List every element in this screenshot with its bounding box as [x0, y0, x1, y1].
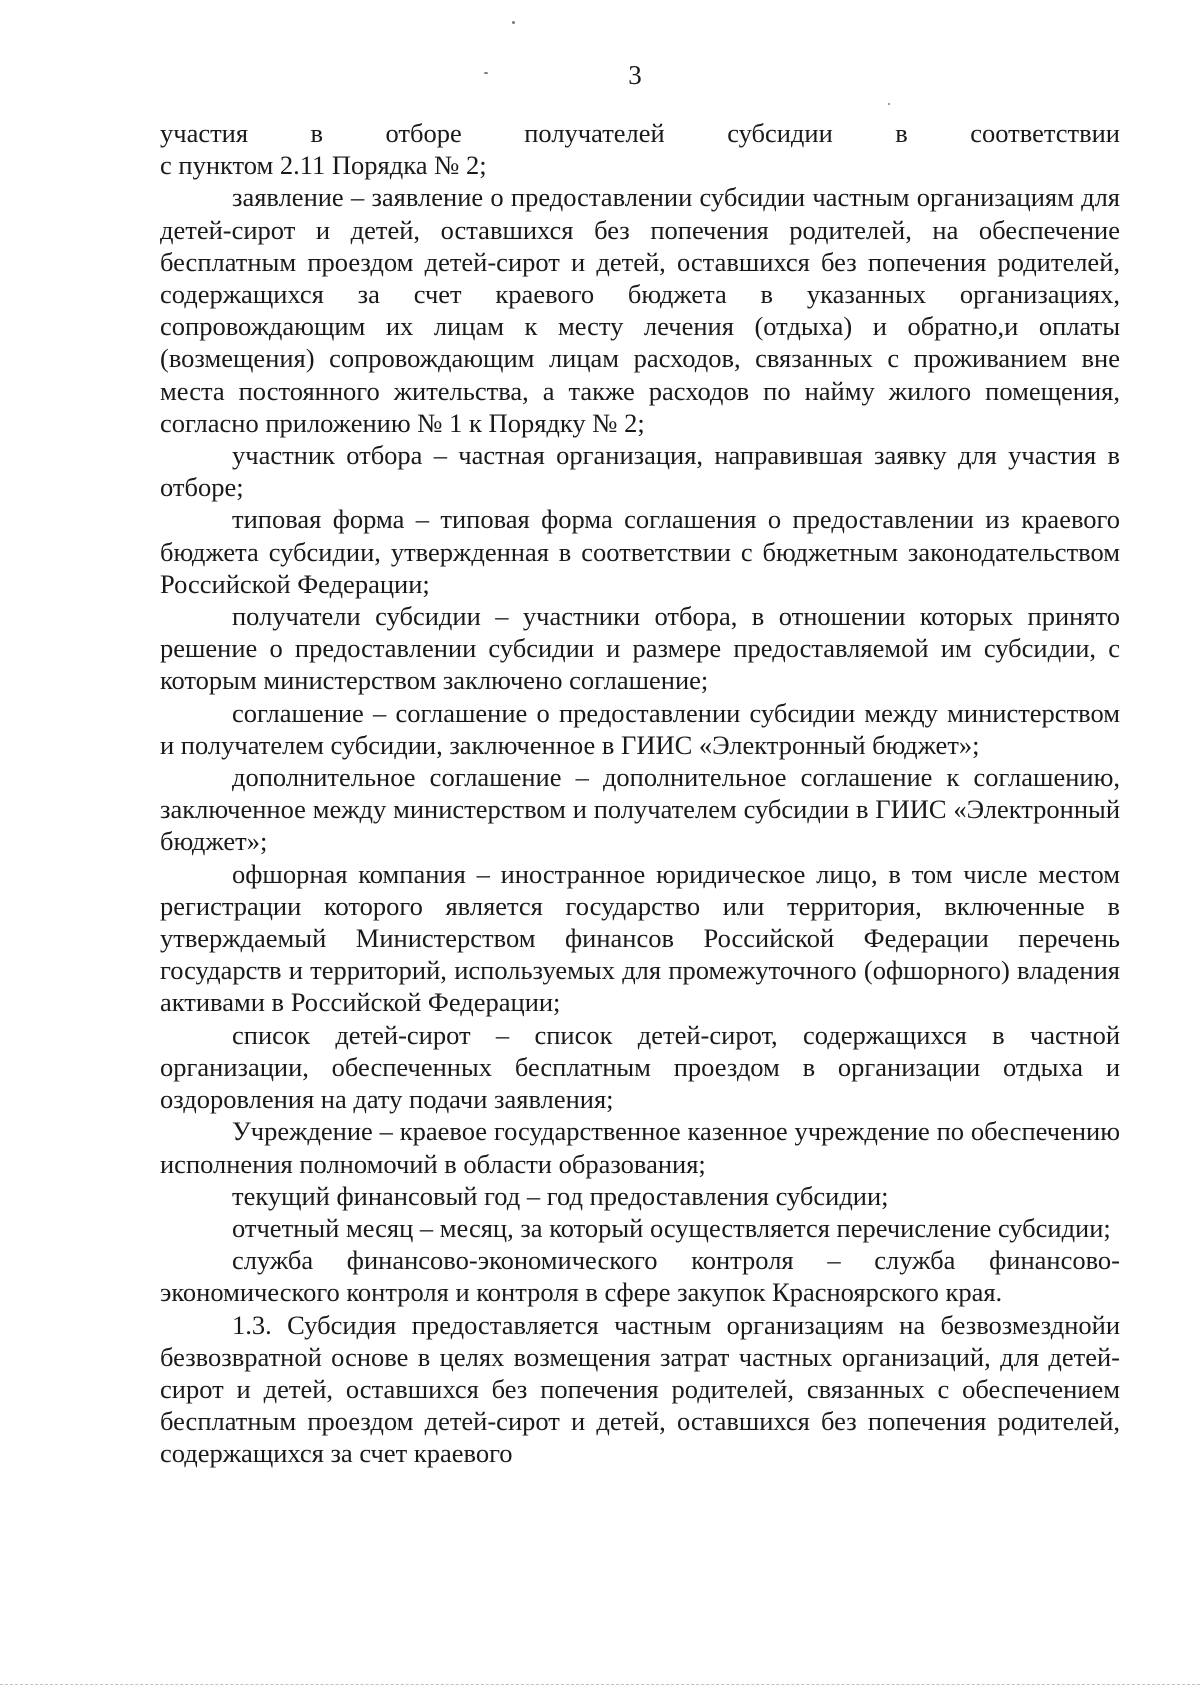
paragraph-offshore-company-definition: офшорная компания – иностранное юридическое лицо, в том числе местом регистрации которого является государство или территория, включенные в утверждаемый Министерством финансов Российской Федерации перечень государств и территорий, используемых для промежуточного (офшорного) владения активами в Российской Федерации; — [160, 858, 1120, 1018]
paragraph-template-form-definition: типовая форма – типовая форма соглашения о предоставлении из краевого бюджета субсидии, утвержденная в соответствии с бюджетным законодательством Российской Федерации; — [160, 504, 1120, 599]
scan-bottom-edge — [0, 1684, 1200, 1685]
paragraph-orphans-list-definition: список детей-сирот – список детей-сирот, содержащихся в частной организации, обеспеченных бесплатным проездом в организации отдыха и оздоровления на дату подачи заявления; — [160, 1019, 1120, 1115]
paragraph-supplementary-agreement-definition: дополнительное соглашение – дополнительное соглашение к соглашению, заключенное между министерством и получателем субсидии в ГИИС «Электронный бюджет»; — [160, 762, 1120, 857]
page-number: 3 — [628, 60, 642, 90]
paragraph-application-definition: заявление – заявление о предоставлении субсидии частным организациям для детей-сирот и детей, оставшихся без попечения родителей, на обеспечение бесплатным проездом детей-сирот и детей, оставшихся без попечения родителей, содержащихся за счет краевого бюджета в указанных организациях, сопровождающим их лицам к месту лечения (отдыха) и обратно,и оплаты (возмещения) сопровождающим лицам расходов, связанных с проживанием вне места постоянного жительства, а также расходов по найму жилого помещения, согласно приложению № 1 к Порядку № 2; — [160, 182, 1120, 438]
paragraph-participant-definition: участник отбора – частная организация, направившая заявку для участия в отборе; — [160, 440, 1120, 503]
paragraph-control-service-definition: служба финансово-экономического контроля – служба финансово-экономического контроля и контроля в сфере закупок Красноярского края. — [160, 1245, 1120, 1308]
paragraph-selection-participation-line: участия в отборе получателей субсидии в соответствии — [160, 118, 1120, 148]
paragraph-institution-definition: Учреждение – краевое государственное казенное учреждение по обеспечению исполнения полномочий в области образования; — [160, 1116, 1120, 1179]
scan-speck — [888, 103, 890, 105]
document-body — [160, 117, 1120, 1470]
scan-speck — [512, 21, 515, 24]
paragraph-current-year-definition: текущий финансовый год – год предоставления субсидии; — [232, 1180, 889, 1211]
paragraph-selection-participation-rest: с пунктом 2.11 Порядка № 2; — [160, 150, 487, 181]
paragraph-reporting-month-definition: отчетный месяц – месяц, за который осуществляется перечисление субсидии; — [232, 1212, 1111, 1243]
paragraph-recipients-definition: получатели субсидии – участники отбора, в отношении которых принято решение о предоставлении субсидии и размере предоставляемой им субсидии, с которым министерством заключено соглашение; — [160, 601, 1120, 696]
paragraph-agreement-definition: соглашение – соглашение о предоставлении субсидии между министерством и получателем субсидии, заключенное в ГИИС «Электронный бюджет»; — [160, 697, 1120, 760]
paragraph-clause-1-3: 1.3. Субсидия предоставляется частным организациям на безвозмезднойи безвозвратной основе в целях возмещения затрат частных организаций, для детей-сирот и детей, оставшихся без попечения родителей, связанных с обеспечением бесплатным проездом детей-сирот и детей, оставшихся без попечения родителей, содержащихся за счет краевого — [160, 1309, 1120, 1469]
